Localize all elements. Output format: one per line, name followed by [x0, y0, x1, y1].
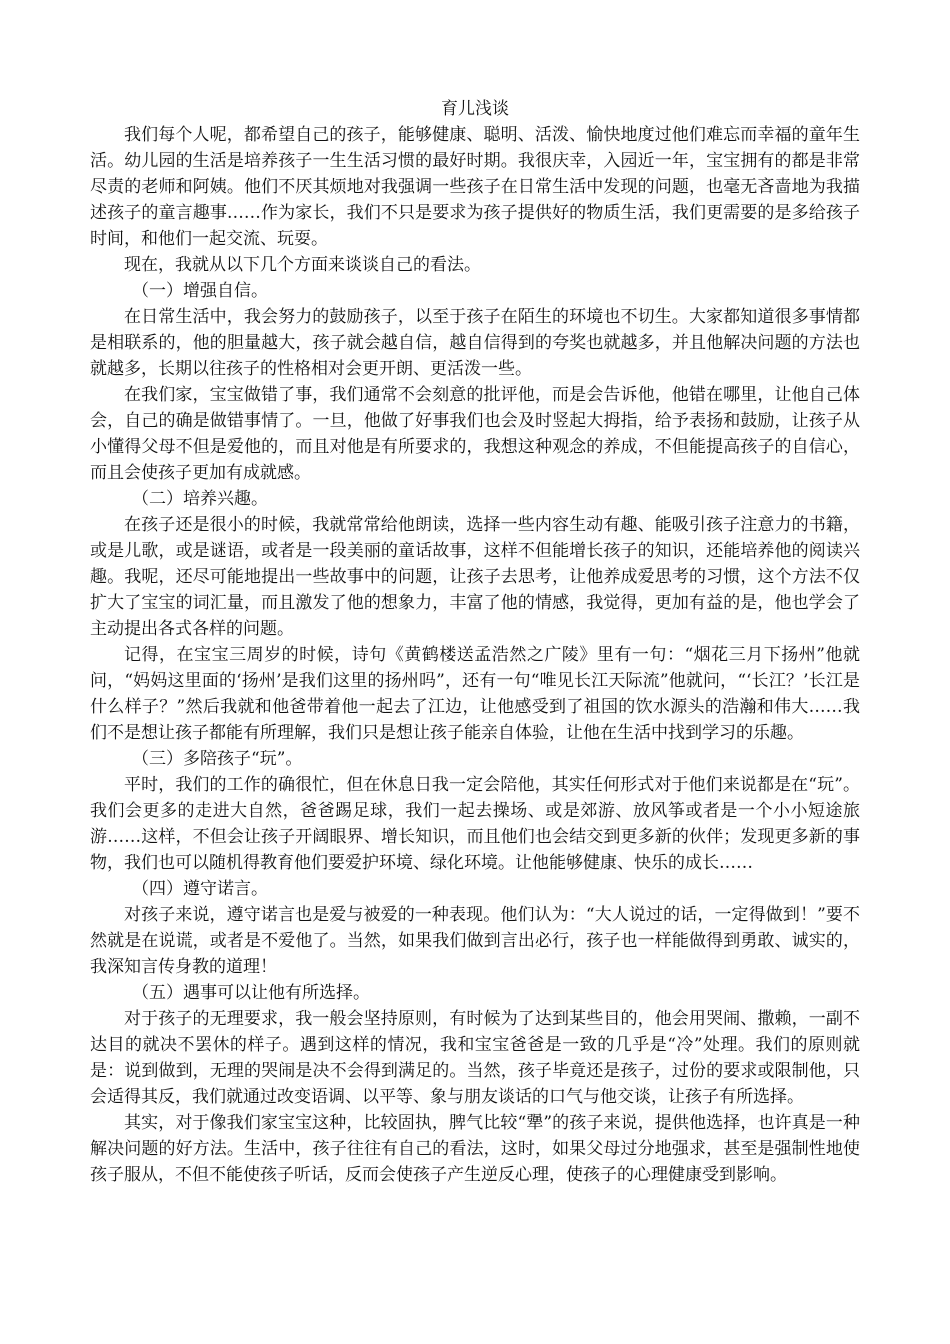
document-body: [90, 122, 860, 1188]
paragraph: 其实，对于像我们家宝宝这种，比较固执，脾气比较“犟”的孩子来说，提供他选择，也许真是一种解决问题的好方法。生活中，孩子往往有自己的看法，这时，如果父母过分地强求，甚至是强制性地使孩子服从，不但不能使孩子听话，反而会使孩子产生逆反心理，使孩子的心理健康受到影响。: [90, 1113, 860, 1185]
section-heading: （三）多陪孩子“玩”。: [132, 749, 303, 769]
document-title: 育儿浅谈: [441, 99, 509, 119]
paragraph: 现在，我就从以下几个方面来谈谈自己的看法。: [124, 255, 481, 275]
section-heading: （一）增强自信。: [132, 281, 268, 301]
section-heading: （四）遵守诺言。: [132, 879, 268, 899]
paragraph: 在日常生活中，我会努力的鼓励孩子，以至于孩子在陌生的环境也不切生。大家都知道很多事情都是相联系的，他的胆量越大，孩子就会越自信，越自信得到的夸奖也就越多，并且他解决问题的方法也就越多，长期以往孩子的性格相对会更开朗、更活泼一些。: [90, 307, 860, 379]
paragraph: 对于孩子的无理要求，我一般会坚持原则，有时候为了达到某些目的，他会用哭闹、撒赖，一副不达目的就决不罢休的样子。遇到这样的情况，我和宝宝爸爸是一致的几乎是“冷”处理。我们的原则就是：说到做到，无理的哭闹是决不会得到满足的。当然，孩子毕竟还是孩子，过份的要求或限制他，只会适得其反，我们就通过改变语调、以平等、象与朋友谈话的口气与他交谈，让孩子有所选择。: [90, 1009, 860, 1107]
section-heading: （二）培养兴趣。: [132, 489, 268, 509]
paragraph: 在孩子还是很小的时候，我就常常给他朗读，选择一些内容生动有趣、能吸引孩子注意力的书籍，或是儿歌，或是谜语，或者是一段美丽的童话故事，这样不但能增长孩子的知识，还能培养他的阅读兴趣。我呢，还尽可能地提出一些故事中的问题，让孩子去思考，让他养成爱思考的习惯，这个方法不仅扩大了宝宝的词汇量，而且激发了他的想象力，丰富了他的情感，我觉得，更加有益的是，他也学会了主动提出各式各样的问题。: [90, 515, 860, 639]
paragraph: 记得，在宝宝三周岁的时候，诗句《黄鹤楼送孟浩然之广陵》里有一句：“烟花三月下扬州”他就问，“妈妈这里面的‘扬州’是我们这里的扬州吗”，还有一句“唯见长江天际流”他就问，“‘长江？’长江是什么样子？”然后我就和他爸带着他一起去了江边，让他感受到了祖国的饮水源头的浩瀚和伟大……我们不是想让孩子都能有所理解，我们只是想让孩子能亲自体验，让他在生活中找到学习的乐趣。: [90, 645, 860, 743]
paragraph: 平时，我们的工作的确很忙，但在休息日我一定会陪他，其实任何形式对于他们来说都是在“玩”。我们会更多的走进大自然，爸爸踢足球，我们一起去操场、或是郊游、放风筝或者是一个小小短途旅游……这样，不但会让孩子开阔眼界、增长知识，而且他们也会结交到更多新的伙伴；发现更多新的事物，我们也可以随机得教育他们要爱护环境、绿化环境。让他能够健康、快乐的成长……: [90, 775, 860, 873]
document-page: [90, 96, 860, 1188]
paragraph: 对孩子来说，遵守诺言也是爱与被爱的一种表现。他们认为：“大人说过的话，一定得做到！”要不然就是在说谎，或者是不爱他了。当然，如果我们做到言出必行，孩子也一样能做得到勇敢、诚实的，我深知言传身教的道理！: [90, 905, 860, 977]
paragraph: 我们每个人呢，都希望自己的孩子，能够健康、聪明、活泼、愉快地度过他们难忘而幸福的童年生活。幼儿园的生活是培养孩子一生生活习惯的最好时期。我很庆幸，入园近一年，宝宝拥有的都是非常尽责的老师和阿姨。他们不厌其烦地对我强调一些孩子在日常生活中发现的问题，也毫无吝啬地为我描述孩子的童言趣事……作为家长，我们不只是要求为孩子提供好的物质生活，我们更需要的是多给孩子时间，和他们一起交流、玩耍。: [90, 125, 860, 249]
section-heading: （五）遇事可以让他有所选择。: [132, 983, 370, 1003]
paragraph: 在我们家，宝宝做错了事，我们通常不会刻意的批评他，而是会告诉他，他错在哪里，让他自己体会，自己的确是做错事情了。一旦，他做了好事我们也会及时竖起大拇指，给予表扬和鼓励，让孩子从小懂得父母不但是爱他的，而且对他是有所要求的，我想这种观念的养成，不但能提高孩子的自信心，而且会使孩子更加有成就感。: [90, 385, 860, 483]
